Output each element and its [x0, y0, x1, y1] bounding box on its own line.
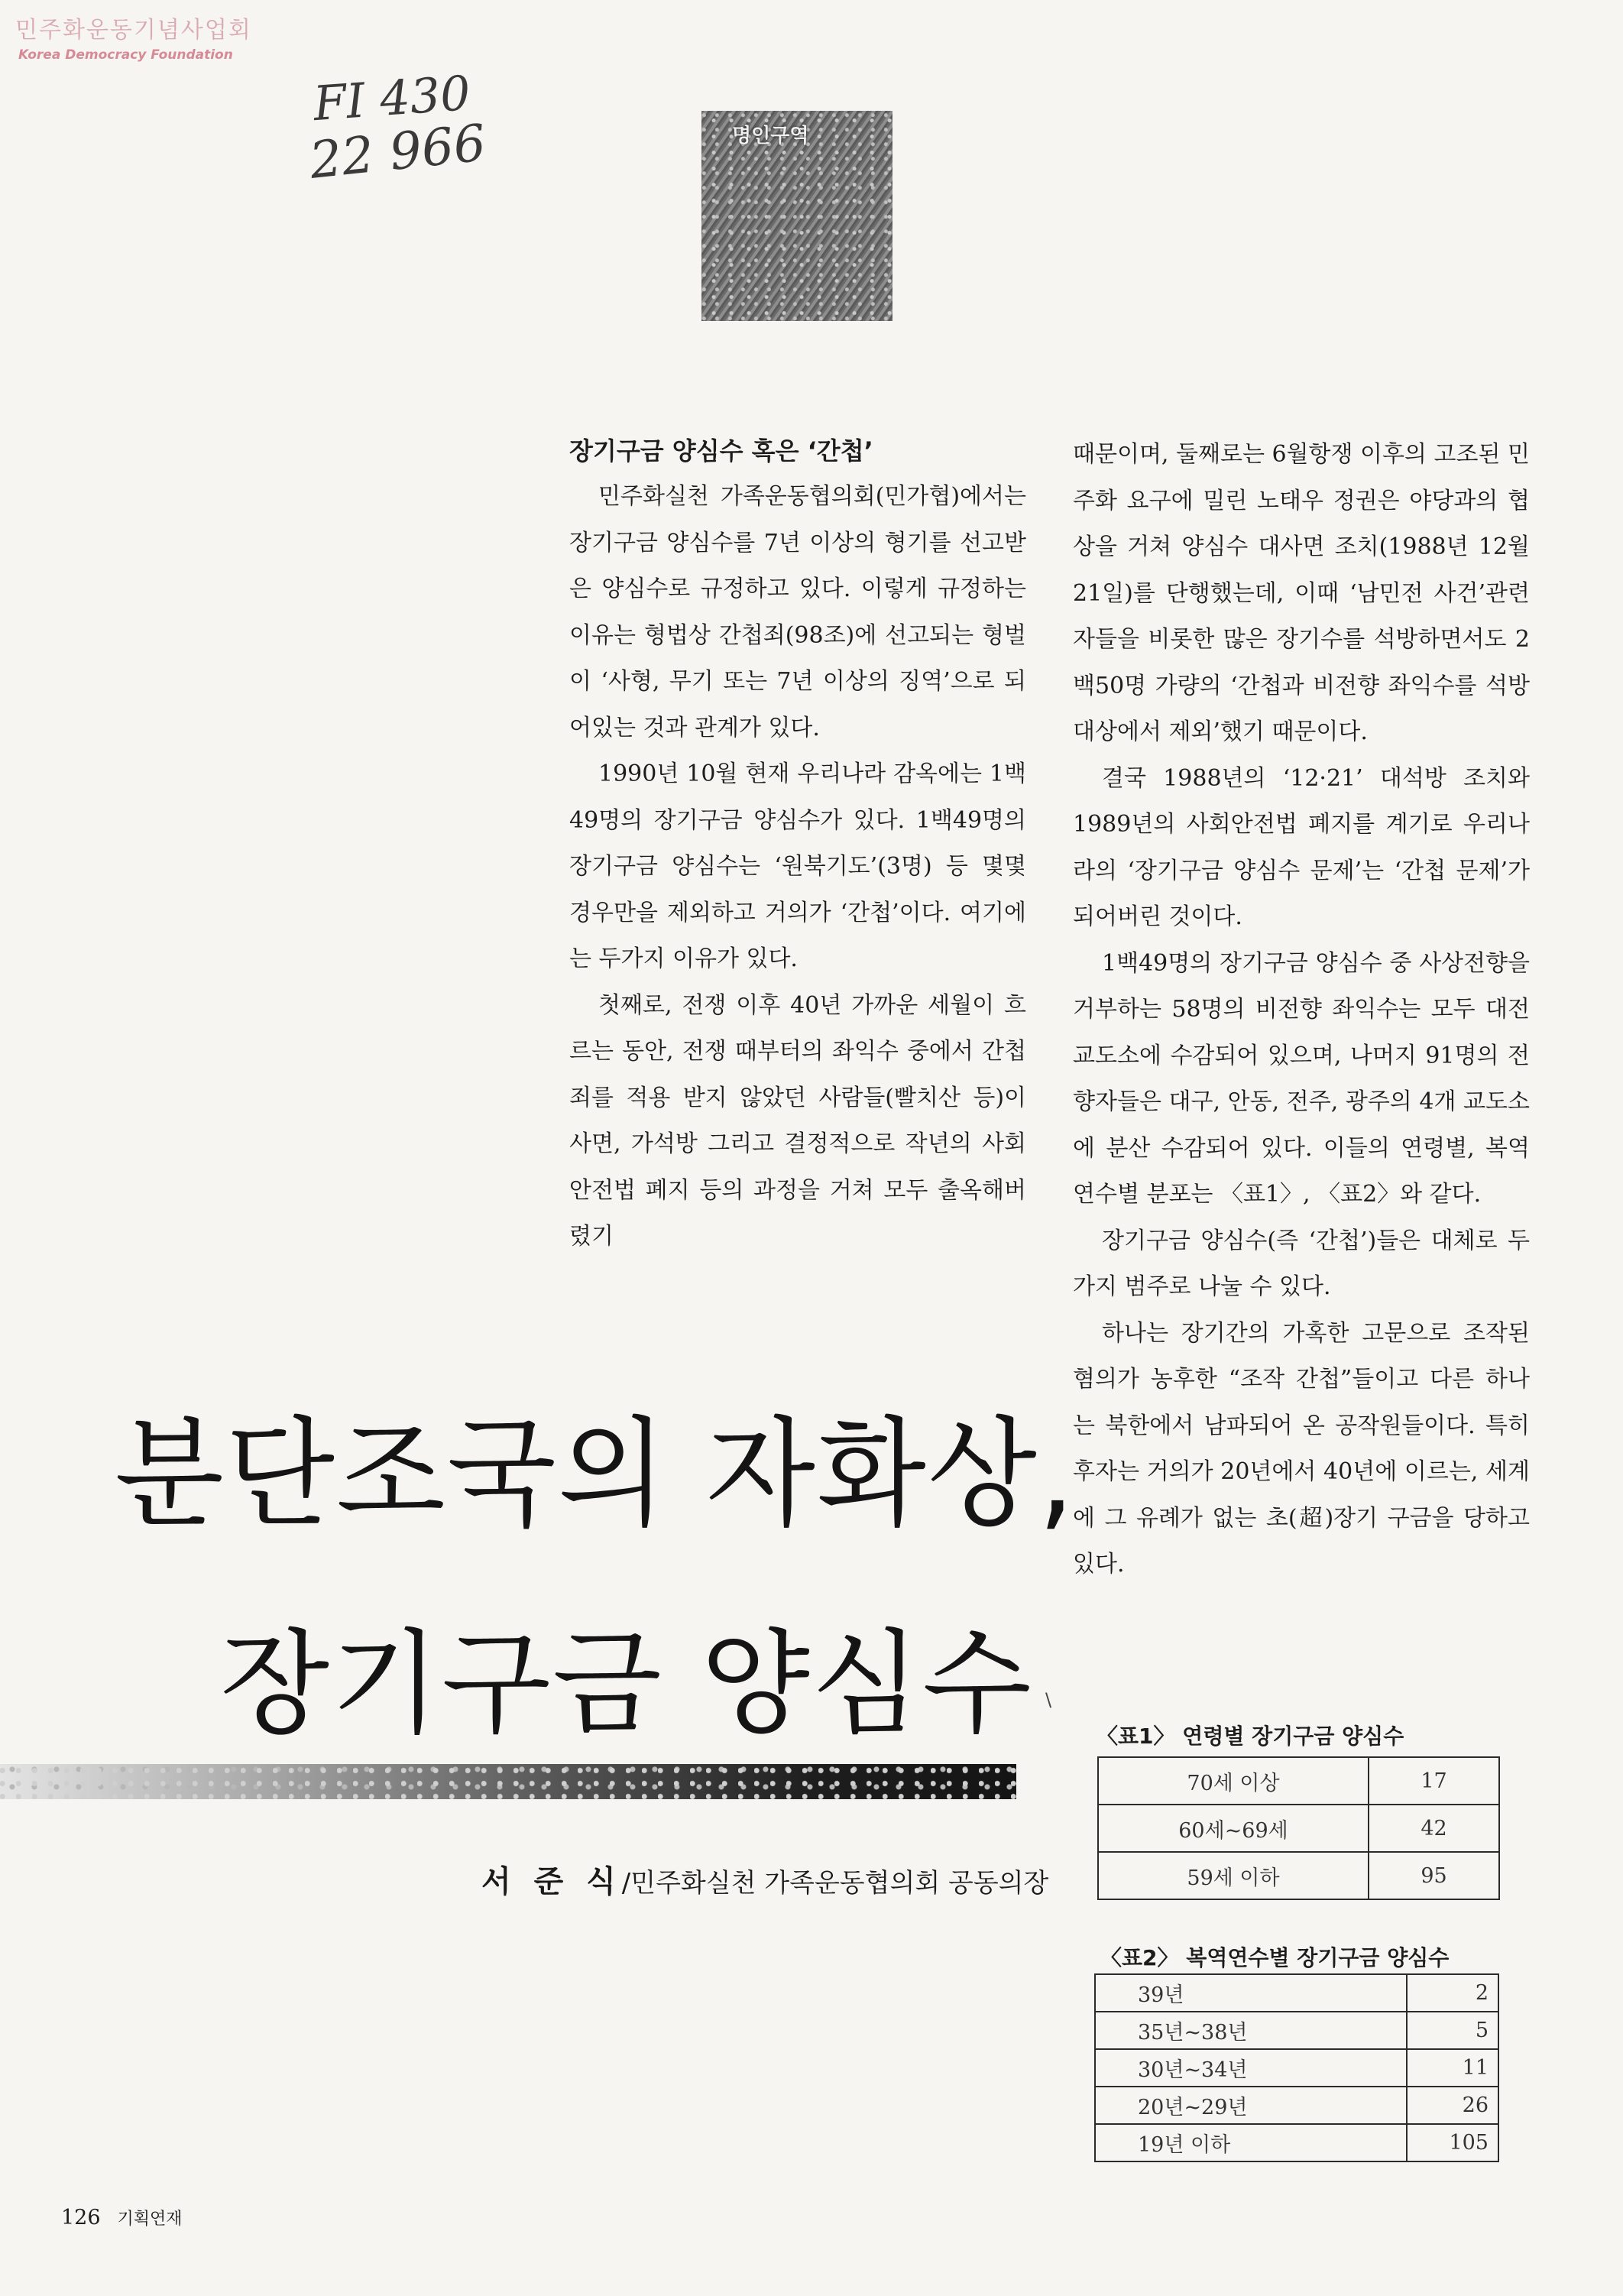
watermark-org-ko: 민주화운동기념사업회	[15, 17, 252, 44]
paragraph: 1백49명의 장기구금 양심수 중 사상전향을 거부하는 58명의 비전향 좌익수는 모두 대전교도소에 수감되어 있으며, 나머지 91명의 전향자들은 대구, 안동, 전주, 광주의 4개 교도소에 분산 수감되어 있다. 이들의 연령별, 복역 연수별 분포는 〈표1〉, 〈표2〉와 같다.	[1073, 949, 1530, 1208]
series-logo-label: 명인구역	[732, 125, 809, 148]
section-heading: 장기구금 양심수 혹은 ‘간첩’	[569, 436, 873, 465]
table-cell-label: 20년~29년	[1095, 2087, 1407, 2124]
table-cell-value: 2	[1407, 1974, 1498, 2012]
table-cell-label: 59세 이하	[1098, 1852, 1369, 1899]
table-cell-label: 19년 이하	[1095, 2124, 1407, 2161]
article-column-left	[569, 428, 1026, 1260]
table1-age-distribution	[1097, 1756, 1500, 1900]
table-row	[1095, 1974, 1498, 2012]
paragraph: 장기구금 양심수(즉 ‘간첩’)들은 대체로 두가지 범주로 나눌 수 있다.	[1073, 1227, 1530, 1300]
table-cell-value: 17	[1369, 1757, 1499, 1805]
paragraph: 하나는 장기간의 가혹한 고문으로 조작된 혐의가 농후한 “조작 간첩”들이고 다른 하나는 북한에서 남파되어 온 공작원들이다. 특히 후자는 거의가 20년에서 40년에 이르는, 세계에 그 유례가 없는 초(超)장기 구금을 당하고 있다.	[1073, 1319, 1530, 1578]
page-number: 126	[61, 2206, 101, 2230]
table2-sentence-years-distribution	[1094, 1973, 1499, 2162]
table-row	[1098, 1852, 1499, 1899]
author-name: 서 준 식	[481, 1864, 622, 1899]
table-cell-label: 35년~38년	[1095, 2012, 1407, 2049]
title-underline-bar	[0, 1764, 1016, 1799]
watermark-org-en: Korea Democracy Foundation	[18, 47, 233, 63]
stray-mark: \	[1045, 1689, 1052, 1711]
paragraph: 첫째로, 전쟁 이후 40년 가까운 세월이 흐르는 동안, 전쟁 때부터의 좌익수 중에서 간첩죄를 적용 받지 않았던 사람들(빨치산 등)이 사면, 가석방 그리고 결정적으로 작년의 사회안전법 폐지 등의 과정을 거쳐 모두 출옥해버렸기	[569, 991, 1026, 1250]
paragraph: 결국 1988년의 ‘12·21’ 대석방 조치와 1989년의 사회안전법 폐지를 계기로 우리나라의 ‘장기구금 양심수 문제’는 ‘간첩 문제’가 되어버린 것이다.	[1073, 764, 1530, 930]
table-row	[1095, 2124, 1498, 2161]
author-affiliation: /민주화실천 가족운동협의회 공동의장	[621, 1868, 1049, 1899]
handwritten-note-line2: 22 966	[306, 113, 489, 190]
article-title-line1: 분단조국의 자화상,	[115, 1405, 1076, 1543]
table-cell-label: 30년~34년	[1095, 2049, 1407, 2087]
table-cell-label: 39년	[1095, 1974, 1407, 2012]
paragraph: 때문이며, 둘째로는 6월항쟁 이후의 고조된 민주화 요구에 밀린 노태우 정권은 야당과의 협상을 거쳐 양심수 대사면 조치(1988년 12월 21일)를 단행했는데, 이때 ‘남민전 사건’관련자들을 비롯한 많은 장기수를 석방하면서도 2백50명 가량의 ‘간첩과 비전향 좌익수를 석방대상에서 제외’했기 때문이다.	[1073, 441, 1530, 745]
table2-caption: 〈표2〉 복역연수별 장기구금 양심수	[1100, 1945, 1450, 1970]
table-cell-label: 60세~69세	[1098, 1805, 1369, 1852]
table-cell-value: 11	[1407, 2049, 1498, 2087]
table-row	[1098, 1805, 1499, 1852]
table-cell-value: 26	[1407, 2087, 1498, 2124]
table-row	[1095, 2049, 1498, 2087]
table-cell-value: 105	[1407, 2124, 1498, 2161]
byline	[481, 1857, 1048, 1901]
table-cell-value: 5	[1407, 2012, 1498, 2049]
handwritten-note-line1: FI 430	[311, 64, 472, 132]
table-cell-value: 42	[1369, 1805, 1499, 1852]
paragraph: 1990년 10월 현재 우리나라 감옥에는 1백49명의 장기구금 양심수가 있다. 1백49명의 장기구금 양심수는 ‘원북기도’(3명) 등 몇몇 경우만을 제외하고 거의가 ‘간첩’이다. 여기에는 두가지 이유가 있다.	[569, 760, 1026, 972]
series-logo-image	[701, 111, 892, 321]
article-column-right	[1073, 432, 1530, 1588]
table-cell-value: 95	[1369, 1852, 1499, 1899]
article-title-line2: 장기구금 양심수	[220, 1618, 1033, 1750]
paragraph: 민주화실천 가족운동협의회(민가협)에서는 장기구금 양심수를 7년 이상의 형기를 선고받은 양심수로 규정하고 있다. 이렇게 규정하는 이유는 형법상 간첩죄(98조)에 선고되는 형벌이 ‘사형, 무기 또는 7년 이상의 징역’으로 되어있는 것과 관계가 있다.	[569, 483, 1026, 741]
table-row	[1095, 2087, 1498, 2124]
page-footer	[61, 2206, 183, 2230]
table-cell-label: 70세 이상	[1098, 1757, 1369, 1805]
table1-caption: 〈표1〉 연령별 장기구금 양심수	[1097, 1724, 1404, 1749]
table-row	[1098, 1757, 1499, 1805]
table-row	[1095, 2012, 1498, 2049]
section-name: 기획연재	[117, 2210, 183, 2229]
